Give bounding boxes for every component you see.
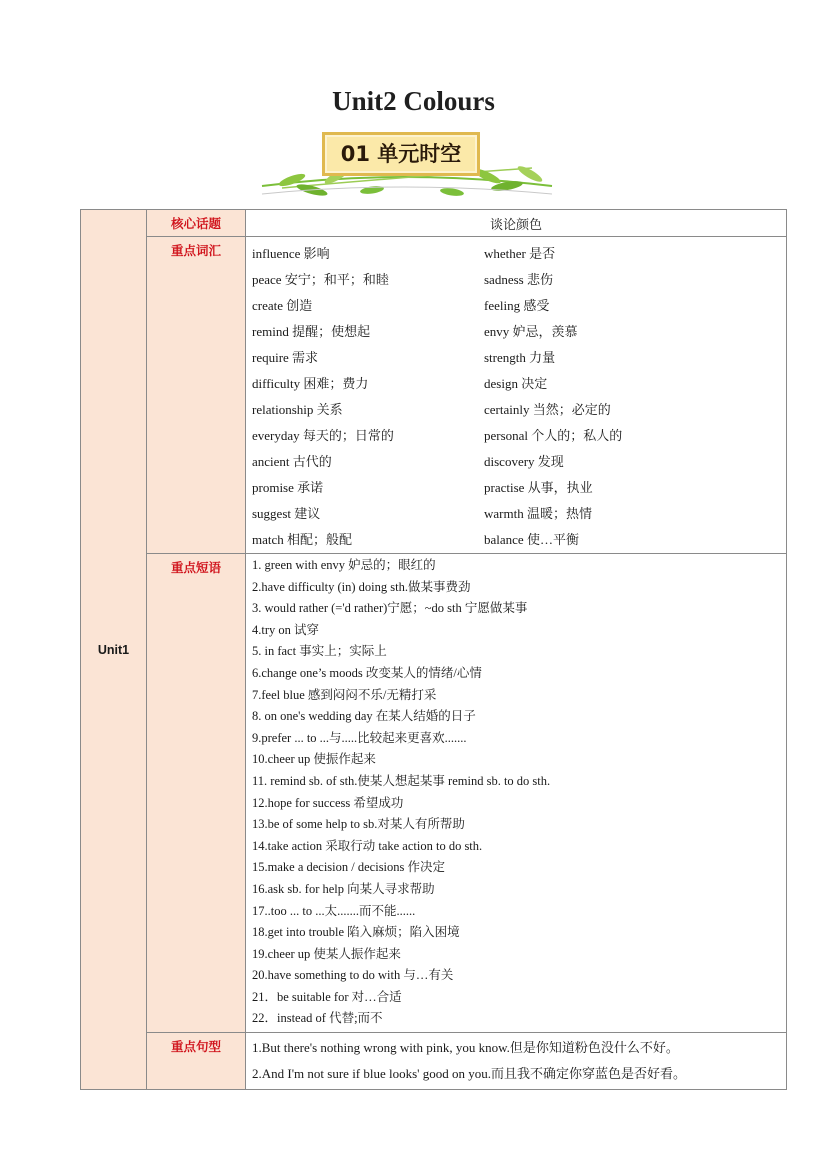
list-item: require 需求 strength 力量 <box>252 349 556 365</box>
sentences-label: 重点句型 <box>147 1033 246 1090</box>
list-item: 14.take action 采取行动 take action to do sth. <box>252 838 483 853</box>
list-item: 19.cheer up 使某人振作起来 <box>252 946 401 961</box>
list-item: peace 安宁；和平；和睦 sadness 悲伤 <box>252 271 553 287</box>
list-item: 21．be suitable for 对…合适 <box>252 989 402 1004</box>
phrases-label: 重点短语 <box>147 554 246 1033</box>
list-item: influence 影响 whether 是否 <box>252 245 556 261</box>
list-item: 22．instead of 代替;而不 <box>252 1011 383 1026</box>
sentences-list <box>246 1033 787 1090</box>
list-item: everyday 每天的；日常的 personal 个人的；私人的 <box>252 427 623 443</box>
list-item: 11. remind sb. of sth.使某人想起某事 remind sb. to do sth. <box>252 773 551 788</box>
list-item: 10.cheer up 使振作起来 <box>252 752 376 767</box>
list-item: remind 提醒；使想起 envy 妒忌，羡慕 <box>252 323 578 339</box>
phrases-list <box>246 554 787 1033</box>
list-item: 9.prefer ... to ...与.....比较起来更喜欢....... <box>252 730 467 745</box>
unit-summary-table <box>80 209 787 1090</box>
list-item: 4.try on 试穿 <box>252 622 320 637</box>
list-item: relationship 关系 certainly 当然；必定的 <box>252 401 611 417</box>
list-item: 13.be of some help to sb.对某人有所帮助 <box>252 817 465 832</box>
list-item: 2.And I'm not sure if blue looks' good on you.而且我不确定你穿蓝色是否好看。 <box>252 1066 687 1082</box>
list-item: promise 承诺 practise 从事，执业 <box>252 479 593 495</box>
vocab-list <box>246 237 787 554</box>
vocab-label: 重点词汇 <box>147 237 246 554</box>
topic-value: 谈论颜色 <box>246 210 787 237</box>
list-item: suggest 建议 warmth 温暖；热情 <box>252 505 592 521</box>
list-item: 6.change one’s moods 改变某人的情绪/心情 <box>252 665 482 680</box>
unit-label: Unit1 <box>81 210 147 1090</box>
banner-text: 01 单元时空 <box>340 142 462 166</box>
topic-label: 核心话题 <box>147 210 246 237</box>
list-item: 3. would rather (='d rather)宁愿；~do sth 宁愿做某事 <box>252 601 528 616</box>
list-item: 18.get into trouble 陷入麻烦；陷入困境 <box>252 925 460 940</box>
list-item: 1. green with envy 妒忌的；眼红的 <box>252 558 436 572</box>
list-item: 5. in fact 事实上；实际上 <box>252 644 387 659</box>
page-title: Unit2 Colours <box>332 86 495 116</box>
list-item: difficulty 困难；费力 design 决定 <box>252 375 548 391</box>
list-item: 2.have difficulty (in) doing sth.做某事费劲 <box>252 579 471 594</box>
list-item: 16.ask sb. for help 向某人寻求帮助 <box>252 881 435 896</box>
list-item: 17..too ... to ...太.......而不能...... <box>252 903 416 918</box>
section-banner <box>252 128 562 204</box>
list-item: 8. on one's wedding day 在某人结婚的日子 <box>252 709 476 724</box>
list-item: 12.hope for success 希望成功 <box>252 795 404 810</box>
list-item: ancient 古代的 discovery 发现 <box>252 453 564 469</box>
list-item: 1.But there's nothing wrong with pink, you know.但是你知道粉色没什么不好。 <box>252 1040 679 1056</box>
list-item: match 相配；般配 balance 使…平衡 <box>252 531 579 547</box>
list-item: create 创造 feeling 感受 <box>252 297 550 313</box>
list-item: 7.feel blue 感到闷闷不乐/无精打采 <box>252 687 437 702</box>
list-item: 15.make a decision / decisions 作决定 <box>252 860 446 875</box>
list-item: 20.have something to do with 与…有关 <box>252 968 454 983</box>
